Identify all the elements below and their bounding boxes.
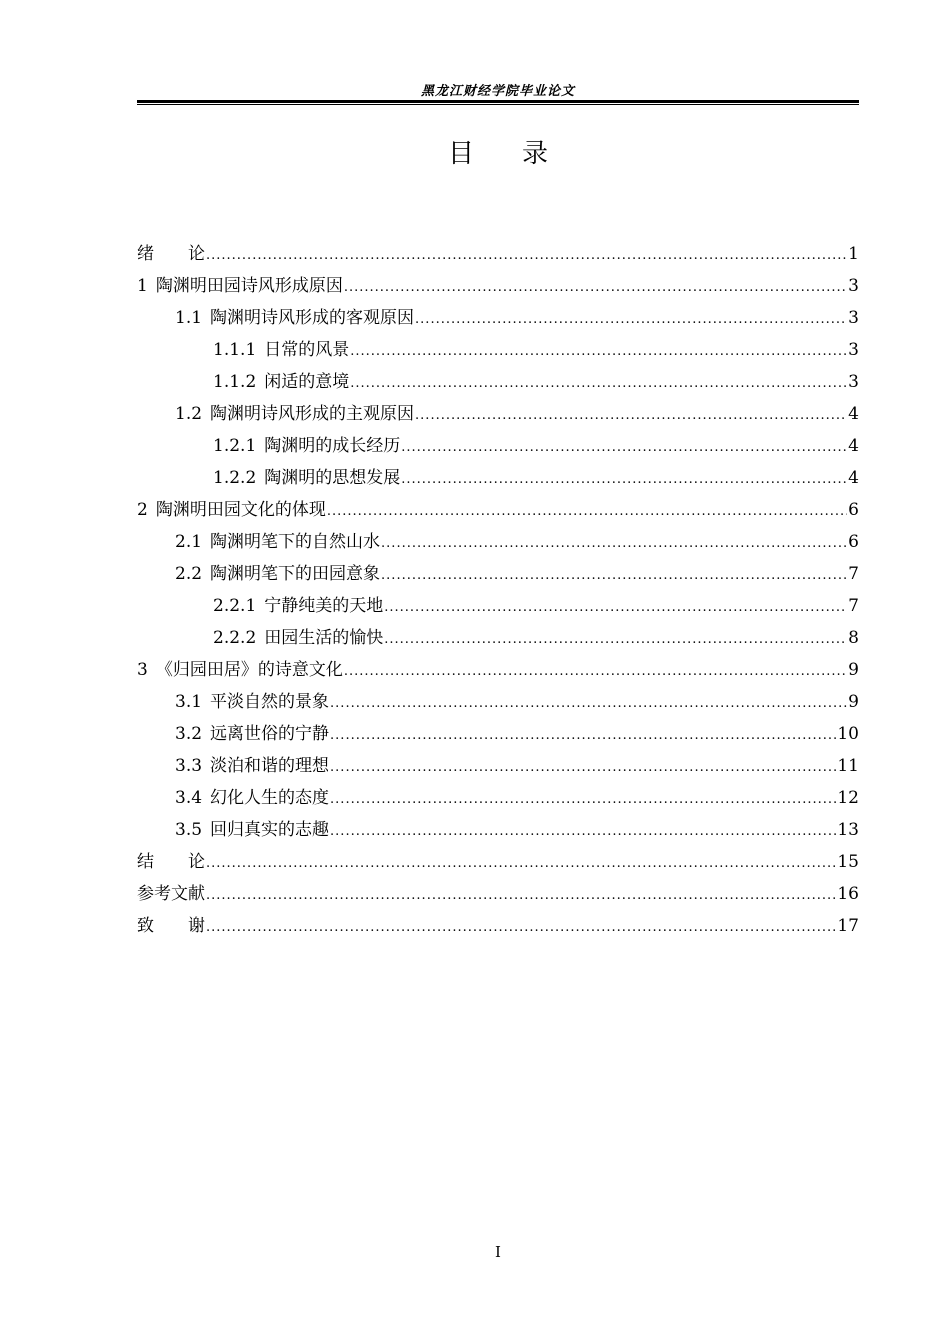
toc-entry[interactable] [137,590,859,622]
toc-leader-dots [344,656,847,688]
toc-entry[interactable] [137,334,859,366]
toc-leader-dots [415,400,847,432]
toc-entry-page: 16 [837,884,859,904]
toc-entry-page: 3 [848,308,859,328]
toc-entry-number: 3.5 [175,820,203,840]
toc-entry[interactable] [137,430,859,462]
toc-entry[interactable] [137,750,859,782]
toc-entry-number: 2.2.2 [213,628,257,648]
toc-entry-label: 陶渊明的思想发展 [264,468,401,488]
toc-entry-label: 陶渊明的成长经历 [264,436,401,456]
toc-entry[interactable] [137,238,859,270]
toc-title-char-2: 录 [522,139,549,169]
toc-leader-dots [401,464,847,496]
toc-entry-number: 2.2 [175,564,203,584]
toc-entry-page: 3 [848,372,859,392]
toc-entry-page: 8 [848,628,859,648]
toc-entry-number: 3.1 [175,692,203,712]
toc-entry-page: 6 [848,532,859,552]
toc-leader-dots [381,528,847,560]
toc-entry-label: 陶渊明诗风形成的主观原因 [210,404,415,424]
toc-entry[interactable] [137,878,859,910]
toc-entry[interactable] [137,846,859,878]
toc-entry-label: 宁静纯美的天地 [264,596,384,616]
toc-leader-dots [350,368,847,400]
toc-entry-label: 参考文献 [137,884,205,904]
toc-leader-dots [384,592,847,624]
toc-entry[interactable] [137,814,859,846]
toc-entry-number: 3.4 [175,788,203,808]
toc-entry-label: 陶渊明诗风形成的客观原因 [210,308,415,328]
toc-entry-label: 田园生活的愉快 [264,628,384,648]
toc-entry-number: 2.1 [175,532,203,552]
toc-leader-dots [206,880,836,912]
toc-entry-number: 1.2 [175,404,203,424]
toc-entry-page: 1 [848,244,859,264]
toc-entry-label: 陶渊明田园诗风形成原因 [155,276,343,296]
toc-entry-page: 9 [848,692,859,712]
toc-title-char-1: 目 [447,139,474,169]
toc-leader-dots [330,784,836,816]
toc-entry-label: 幻化人生的态度 [210,788,330,808]
toc-entry-label: 陶渊明笔下的田园意象 [210,564,381,584]
toc-entry[interactable] [137,494,859,526]
toc-entry-page: 7 [848,596,859,616]
toc-entry-number: 1.1 [175,308,203,328]
toc-entry-number: 3 [137,660,148,680]
toc-entry-number: 3.2 [175,724,203,744]
toc-entry-page: 15 [837,852,859,872]
page-header: 黑龙江财经学院毕业论文 [420,84,575,99]
toc-entry-number: 1 [137,276,148,296]
toc-entry-label: 陶渊明笔下的自然山水 [210,532,381,552]
toc-entry[interactable] [137,270,859,302]
toc-entry[interactable] [137,686,859,718]
toc-entry-number: 1.1.1 [213,340,257,360]
toc-entry-number: 2 [137,500,148,520]
toc-entry-label: 淡泊和谐的理想 [210,756,330,776]
toc-entry[interactable] [137,718,859,750]
toc-entry-page: 4 [848,468,859,488]
toc-entry[interactable] [137,526,859,558]
toc-entry-page: 3 [848,340,859,360]
toc-entry-number: 3.3 [175,756,203,776]
toc-leader-dots [330,688,847,720]
toc-entry[interactable] [137,622,859,654]
page-number: I [495,1243,501,1261]
toc-entry-page: 3 [848,276,859,296]
toc-entry-number: 1.2.1 [213,436,257,456]
toc-entry-number: 2.2.1 [213,596,257,616]
toc-entry-label: 陶渊明田园文化的体现 [155,500,326,520]
table-of-contents [137,238,859,942]
toc-leader-dots [381,560,847,592]
toc-leader-dots [401,432,847,464]
toc-entry[interactable] [137,398,859,430]
toc-entry-number: 1.2.2 [213,468,257,488]
toc-leader-dots [330,752,836,784]
toc-entry-page: 6 [848,500,859,520]
toc-entry-label: 日常的风景 [264,340,350,360]
toc-leader-dots [344,272,847,304]
toc-entry-page: 9 [848,660,859,680]
toc-entry[interactable] [137,558,859,590]
toc-leader-dots [327,496,847,528]
header-rule-thin [137,104,859,105]
toc-leader-dots [206,848,836,880]
header-rule-thick [137,100,859,103]
toc-entry[interactable] [137,654,859,686]
toc-entry-page: 10 [837,724,859,744]
toc-entry-label: 远离世俗的宁静 [210,724,330,744]
toc-leader-dots [415,304,847,336]
toc-entry-page: 17 [837,916,859,936]
toc-leader-dots [384,624,847,656]
toc-entry-label: 闲适的意境 [264,372,350,392]
toc-entry-label: 回归真实的志趣 [210,820,330,840]
toc-entry[interactable] [137,782,859,814]
toc-leader-dots [206,912,836,944]
toc-entry-label: 致 谢 [137,916,205,936]
toc-leader-dots [350,336,847,368]
toc-entry-label: 《归园田居》的诗意文化 [155,660,343,680]
toc-entry[interactable] [137,302,859,334]
toc-entry[interactable] [137,910,859,942]
toc-leader-dots [330,720,836,752]
toc-entry-page: 7 [848,564,859,584]
toc-entry-page: 12 [837,788,859,808]
toc-entry-page: 11 [837,756,859,776]
toc-entry[interactable] [137,462,859,494]
toc-leader-dots [206,240,847,272]
toc-leader-dots [330,816,836,848]
toc-entry[interactable] [137,366,859,398]
toc-entry-number: 1.1.2 [213,372,257,392]
toc-entry-label: 绪 论 [137,244,205,264]
toc-entry-label: 平淡自然的景象 [210,692,330,712]
toc-entry-page: 4 [848,404,859,424]
toc-entry-label: 结 论 [137,852,205,872]
toc-title [137,133,859,170]
toc-entry-page: 13 [837,820,859,840]
toc-entry-page: 4 [848,436,859,456]
